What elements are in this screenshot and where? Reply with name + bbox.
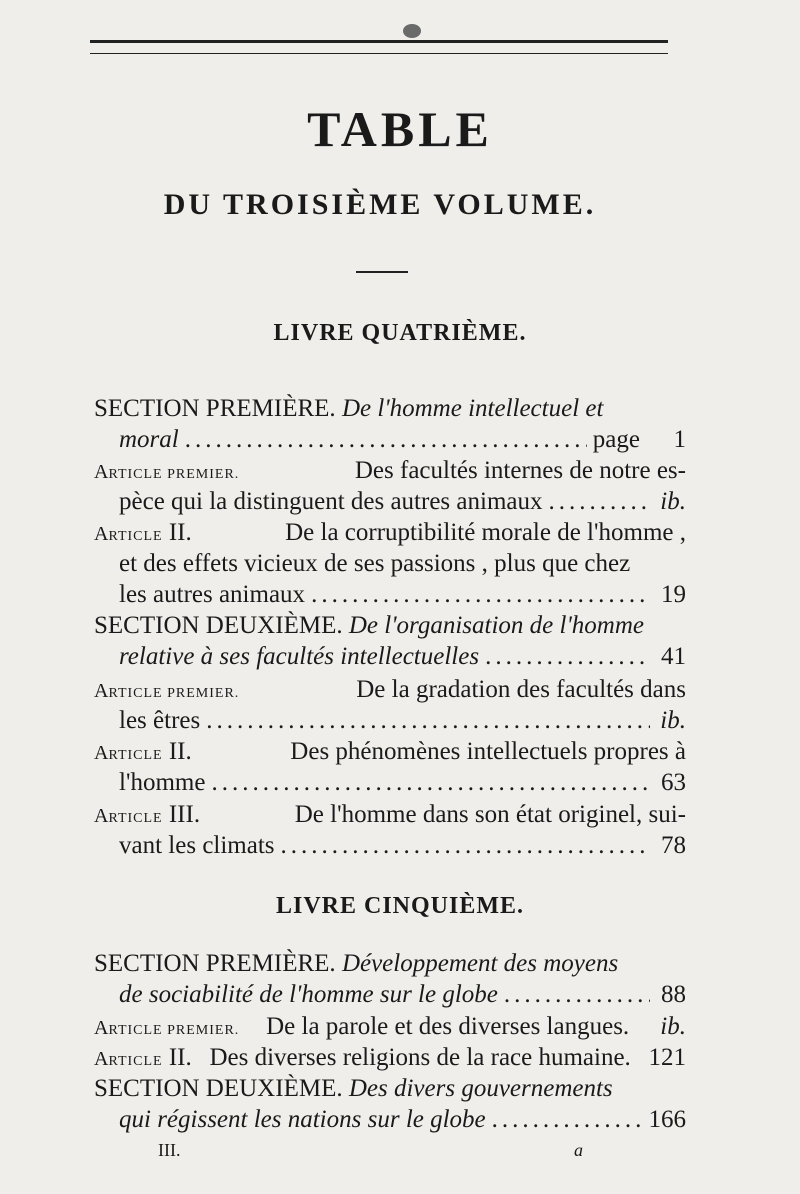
toc-entry-section	[94, 610, 686, 672]
dot-leader	[206, 705, 650, 736]
article-label: RTICLE PREMIER.	[108, 467, 240, 482]
toc-entry-article	[94, 1011, 686, 1042]
article-number: III.	[168, 801, 201, 828]
article-label: RTICLE	[108, 529, 163, 544]
dot-leader	[281, 830, 650, 861]
toc-entry-article	[94, 736, 686, 798]
article-text: Des facultés internes de notre es-	[354, 457, 686, 484]
section-title-cont: de sociabilité de l'homme sur le globe	[119, 981, 498, 1008]
page-number: ib.	[660, 1013, 686, 1040]
page-number: 19	[661, 581, 686, 608]
ornament-icon	[403, 24, 421, 38]
article-text: De la corruptibilité morale de l'homme ,	[285, 519, 686, 546]
page-subtitle: DU TROISIÈME VOLUME.	[163, 188, 597, 221]
article-text-cont: vant les climats	[119, 832, 275, 859]
toc-entry-section	[94, 948, 686, 1010]
article-text: De la parole et des diverses langues.	[266, 1013, 630, 1040]
article-text-cont: les autres animaux	[119, 581, 306, 608]
article-label-cap: A	[94, 742, 109, 764]
section-label: SECTION DEUXIÈME.	[94, 612, 343, 639]
page-number: 1	[673, 426, 686, 453]
section-label: SECTION PREMIÈRE.	[94, 395, 336, 422]
page-number: 78	[661, 832, 686, 859]
article-number: II.	[168, 738, 192, 765]
article-text: De la gradation des facultés dans	[356, 676, 686, 703]
article-number: II.	[168, 1044, 192, 1071]
toc-entry-section	[94, 393, 686, 455]
dot-leader	[311, 579, 650, 610]
page-number: 121	[648, 1044, 686, 1071]
page-number: ib.	[660, 488, 686, 515]
article-text: Des phénomènes intellectuels propres à	[290, 738, 686, 765]
dot-leader	[485, 641, 650, 672]
section-title: Des divers gouvernements	[348, 1075, 613, 1102]
article-text-cont: et des effets vicieux de ses passions , plus que chez	[119, 550, 631, 577]
section-title: De l'homme intellectuel et	[341, 395, 604, 422]
article-number: II.	[168, 519, 192, 546]
signature-mark: III.	[158, 1140, 181, 1160]
article-label-cap: A	[94, 680, 109, 702]
dot-leader	[211, 767, 650, 798]
page-number: 88	[661, 981, 686, 1008]
section-title-cont: moral	[119, 426, 179, 453]
section-label: SECTION DEUXIÈME.	[94, 1075, 343, 1102]
short-divider	[356, 271, 408, 273]
article-label: RTICLE	[108, 748, 163, 763]
article-text: De l'homme dans son état originel, sui-	[294, 801, 686, 828]
book-heading-5: LIVRE CINQUIÈME.	[275, 893, 525, 919]
header-double-rule	[90, 40, 668, 54]
article-text: Des diverses religions de la race humaine.	[209, 1044, 631, 1071]
toc-entry-article	[94, 455, 686, 517]
page-number: 166	[648, 1106, 686, 1133]
section-title: Développement des moyens	[341, 950, 619, 977]
toc-entry-article	[94, 674, 686, 736]
section-label: SECTION PREMIÈRE.	[94, 950, 336, 977]
sheet-mark: a	[574, 1140, 583, 1160]
page-number: 41	[661, 643, 686, 670]
article-label-cap: A	[94, 461, 109, 483]
dot-leader	[549, 486, 651, 517]
article-text-cont: l'homme	[119, 769, 206, 796]
article-text-cont: les êtres	[119, 707, 201, 734]
page-title: TABLE	[307, 101, 493, 157]
dot-leader	[185, 424, 587, 455]
dot-leader	[504, 979, 650, 1010]
section-title-cont: qui régissent les nations sur le globe	[119, 1106, 486, 1133]
toc-entry-article	[94, 799, 686, 861]
article-label-cap: A	[94, 1048, 109, 1070]
article-label-cap: A	[94, 523, 109, 545]
article-label-cap: A	[94, 805, 109, 827]
toc-entry-article	[94, 1042, 686, 1073]
article-label: RTICLE PREMIER.	[108, 686, 240, 701]
book-heading-4: LIVRE QUATRIÈME.	[273, 320, 527, 346]
toc-entry-section	[94, 1073, 686, 1135]
section-title-cont: relative à ses facultés intellectuelles	[119, 643, 480, 670]
dot-leader	[492, 1104, 643, 1135]
article-label: RTICLE PREMIER.	[108, 1023, 240, 1038]
page-number: 63	[661, 769, 686, 796]
toc-entry-article	[94, 517, 686, 610]
article-label: RTICLE	[108, 811, 163, 826]
section-title: De l'organisation de l'homme	[348, 612, 644, 639]
article-label-cap: A	[94, 1017, 109, 1039]
article-label: RTICLE	[108, 1054, 163, 1069]
page-word: page	[592, 426, 640, 453]
article-text-cont: pèce qui la distinguent des autres animaux	[119, 488, 543, 515]
page-number: ib.	[660, 707, 686, 734]
